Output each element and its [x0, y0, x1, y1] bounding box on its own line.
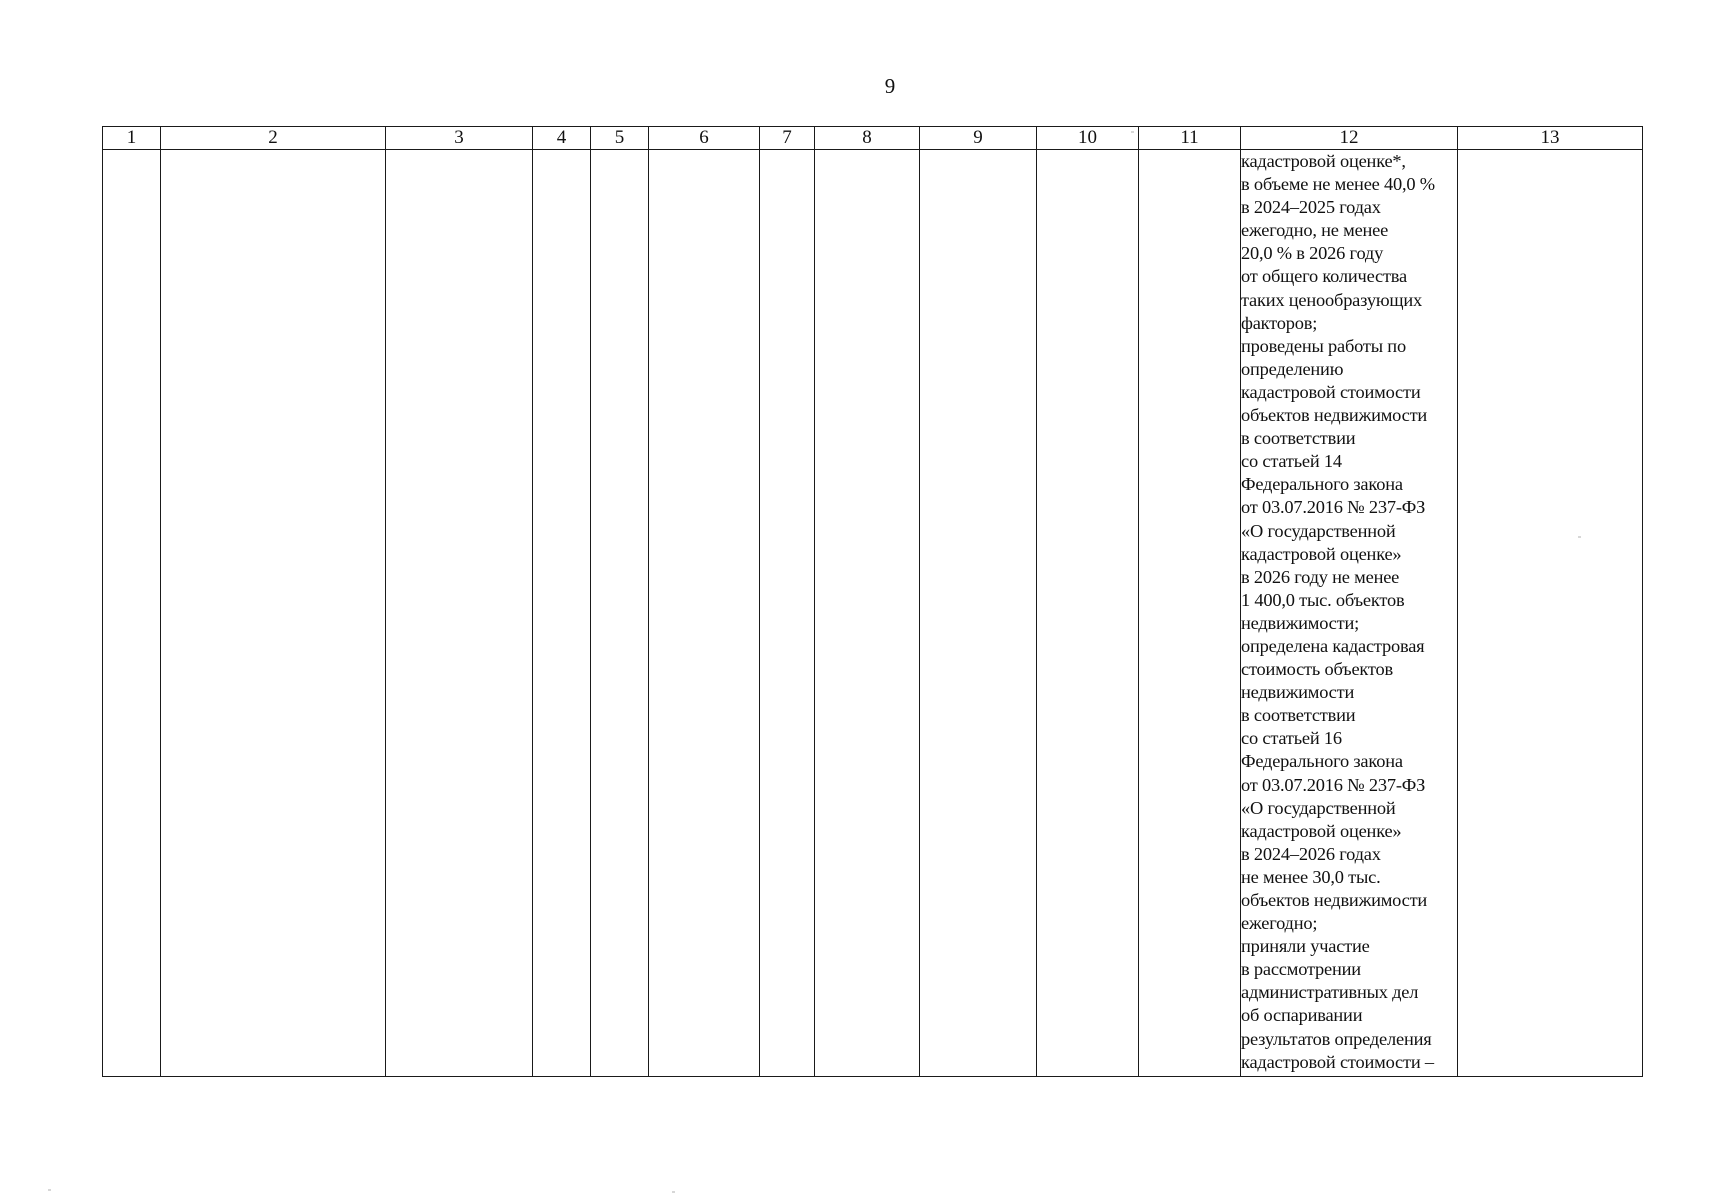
cell-text-line: в 2026 году не менее: [1241, 566, 1400, 587]
cell-text-line: определена кадастровая: [1241, 635, 1425, 656]
cell-text-line: кадастровой оценке»: [1241, 543, 1402, 564]
table-cell-col9: [920, 150, 1037, 1077]
cell-text-line: объектов недвижимости: [1241, 405, 1428, 426]
column-header: 10: [1037, 127, 1139, 150]
column-header: 6: [649, 127, 760, 150]
column-number-row: [103, 127, 1643, 150]
cell-text-line: в соответствии: [1241, 428, 1356, 449]
cell-text-line: от 03.07.2016 № 237-ФЗ: [1241, 497, 1426, 518]
table-row: [103, 150, 1643, 1077]
cell-text-line: «О государственной: [1241, 520, 1396, 541]
column-header: 13: [1458, 127, 1643, 150]
table-cell-col11: [1139, 150, 1241, 1077]
document-table: [102, 126, 1643, 1077]
cell-text-line: ежегодно;: [1241, 913, 1318, 934]
cell-text-line: кадастровой стоимости –: [1241, 1051, 1434, 1072]
cell-text-line: административных дел: [1241, 982, 1419, 1003]
cell-text-line: кадастровой стоимости: [1241, 381, 1421, 402]
table-cell-col5: [591, 150, 649, 1077]
column-header: 12: [1241, 127, 1458, 150]
cell-text-line: таких ценообразующих: [1241, 289, 1422, 310]
table-cell-col8: [815, 150, 920, 1077]
cell-text-line: недвижимости;: [1241, 612, 1360, 633]
column-header: 4: [533, 127, 591, 150]
cell-text-line: объектов недвижимости: [1241, 890, 1428, 910]
cell-text-line: в рассмотрении: [1241, 959, 1361, 980]
table-cell-col7: [760, 150, 815, 1077]
cell-text-line: кадастровой оценке»: [1241, 820, 1402, 841]
scan-speck: [672, 1191, 675, 1193]
cell-text-line: стоимость объектов: [1241, 659, 1394, 680]
table-cell-col2: [161, 150, 386, 1077]
scan-speck: [48, 1189, 51, 1191]
table-cell-col1: [103, 150, 161, 1077]
cell-text-line: «О государственной: [1241, 797, 1396, 818]
scan-speck: [1131, 131, 1134, 133]
cell-text-line: со статьей 16: [1241, 728, 1342, 749]
table-cell-col3: [386, 150, 533, 1077]
column-header: 5: [591, 127, 649, 150]
column-header: 7: [760, 127, 815, 150]
table-cell-col12: [1241, 150, 1458, 1077]
cell-text-line: в соответствии: [1241, 705, 1356, 726]
table-cell-col6: [649, 150, 760, 1077]
cell-text-line: в 2024–2026 годах: [1241, 843, 1381, 864]
cell-text-line: 1 400,0 тыс. объектов: [1241, 589, 1405, 610]
cell-text-line: проведены работы по: [1241, 335, 1406, 356]
cell-text-line: недвижимости: [1241, 682, 1355, 703]
cell-text-line: не менее 30,0 тыс.: [1241, 866, 1381, 887]
cell-text-line: от 03.07.2016 № 237-ФЗ: [1241, 774, 1426, 795]
cell-text-line: Федерального закона: [1241, 474, 1403, 495]
table-cell-col10: [1037, 150, 1139, 1077]
column-header: 11: [1139, 127, 1241, 150]
table-cell-col13: [1458, 150, 1643, 1077]
scan-speck: [1578, 536, 1581, 538]
cell-text-line: кадастровой оценке*,: [1241, 151, 1406, 171]
cell-text-line: об оспаривании: [1241, 1005, 1363, 1026]
page-number: 9: [884, 74, 896, 98]
cell-text-line: ежегодно, не менее: [1241, 220, 1389, 241]
cell-text-line: результатов определения: [1241, 1028, 1432, 1049]
cell-text-line: в 2024–2025 годах: [1241, 197, 1381, 218]
column-header: 1: [103, 127, 161, 150]
cell-text-line: со статьей 14: [1241, 451, 1342, 472]
cell-text-line: Федерального закона: [1241, 751, 1403, 772]
column-header: 9: [920, 127, 1037, 150]
cell-text-line: от общего количества: [1241, 266, 1407, 287]
column-header: 8: [815, 127, 920, 150]
table-cell-col4: [533, 150, 591, 1077]
column-header: 3: [386, 127, 533, 150]
cell-text-line: 20,0 % в 2026 году: [1241, 243, 1384, 264]
cell-text-line: определению: [1241, 358, 1344, 379]
cell-text-line: факторов;: [1241, 312, 1318, 333]
column-header: 2: [161, 127, 386, 150]
cell-text-line: в объеме не менее 40,0 %: [1241, 174, 1435, 195]
cell-text-line: приняли участие: [1241, 936, 1370, 957]
